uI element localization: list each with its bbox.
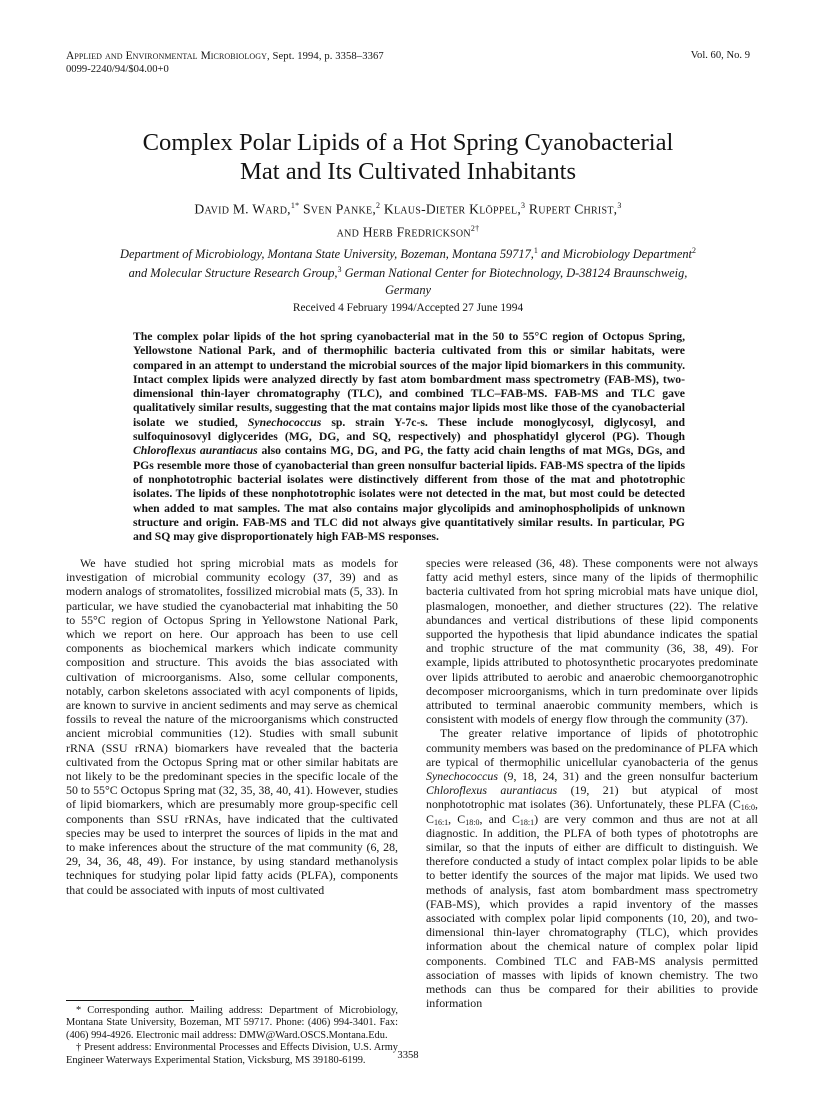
abstract-text: The complex polar lipids of the hot spring cyanobacterial mat in the 50 to 55°C region of Octopus Spring, Yellowstone National Park, and of thermophilic bacteria cultivated from this or similar habitats, were compared in an attempt to understand the microbial sources of the major lipid biomarkers in this community. Intact complex lipids were analyzed directly by fast atom bombardment mass spectrometry (FAB-MS), two-dimensional thin-layer chromatography (TLC), and combined TLC–FAB-MS. FAB-MS and TLC gave qualitatively similar results, suggesting that the mat contains major lipids most like those of the cyanobacterial isolate we studied, [133,330,685,429]
abstract-italic: Synechococcus [247,415,322,429]
body-italic: Chloroflexus aurantiacus [426,783,558,798]
journal-volume: Vol. 60, No. 9 [690,50,750,61]
page-number: 3358 [397,1050,419,1061]
affiliation-sup: 3 [337,265,342,275]
affiliation-sup: 1 [533,246,538,255]
affiliation-sup: 2 [691,246,696,255]
affiliations [110,243,706,298]
author-sup: 1* [290,201,300,210]
body-column-left [66,556,398,897]
body-text: (19, 21) but atypical of most nonphototrophic mat isolates (36). Unfortunately, these PLFA (C [426,783,758,812]
author-list [60,196,756,241]
author-sup: 3 [617,201,622,210]
journal-name: Applied and Environmental Microbiology [66,50,268,62]
body-subscript: 16:0 [740,803,756,813]
footnote-corresponding: * Corresponding author. Mailing address: Department of Microbiology, Montana State University, Bozeman, MT 59717. Phone: (406) 994-3401. Fax: (406) 994-4926. Electronic mail address: DMW@Ward.OSCS.Montana.Edu. [66,1005,398,1041]
body-text: The greater relative importance of lipids of phototrophic community members was based on the predominance of PLFA which are typical of thermophilic unicellular cyanobacteria of the genus [426,726,758,769]
body-text: ) are very common and thus are not at all diagnostic. In addition, the PLFA of both types of phototrophs are similar, so that the inputs of either are difficult to distinguish. We therefore conducted a study of intact complex polar lipids to be able to better identify the sources of the major mat lipids. We used two methods of analysis, fast atom bombardment mass spectrometry (FAB-MS), which provides a rapid inventory of the masses associated with complex polar lipid components (10, 20), and two-dimensional thin-layer chromatography (TLC), which provides information about the chemical nature of complex polar lipid components. Combined TLC and FAB-MS analysis permitted association of masses with lipids of known chemistry. The two methods can thus be compared for their abilities to provide information [426,811,758,1011]
author-sup: 3 [521,201,526,210]
title-line-2: Mat and Its Cultivated Inhabitants [239,158,577,185]
abstract [133,330,685,544]
author-christ: Rupert Christ, [525,201,618,217]
body-paragraph: species were released (36, 48). These components were not always fatty acid methyl esters, since many of the lipids of thermophilic bacteria cultivated from hot spring microbial mats have unique diol, plasmalogen, monoether, and diether structures (22). The relative abundances and vertical distributions of these lipid components supported the hypothesis that lipid abundance indicates the spatial and trophic structure of the mat community (36, 38, 49). For example, lipids attributed to photosynthetic procaryotes predominate over lipids attributed to aerobic and anaerobic chemoorganotrophic decomposer microorganisms, which in turn predominate over lipids attributed to terminal anaerobic community members, which is consistent with models of energy flow through the community (37). [426,556,758,727]
body-subscript: 16:1 [433,817,449,827]
body-text: , C [448,811,466,826]
body-subscript: 18:1 [519,817,535,827]
footnote-present-address: † Present address: Environmental Processes and Effects Division, U.S. Army Engineer Waterways Experimental Station, Vicksburg, MS 39180-6199. [66,1042,398,1066]
journal-issn: 0099-2240/94/$04.00+0 [66,64,169,75]
body-text: (9, 18, 24, 31) and the green nonsulfur bacterium [497,769,758,784]
author-ward: David M. Ward, [194,201,291,217]
body-subscript: 18:0 [465,817,480,827]
author-fredrickson: Herb Fredrickson [359,224,471,240]
author-conjunction: and [336,224,360,240]
affiliation-text: and Microbiology Department [537,247,692,262]
author-kloppel: Klaus-Dieter Klöppel, [380,201,522,217]
affiliation-text: German National Center for Biotechnology, D-38124 Braunschweig, Germany [341,266,688,297]
body-italic: Synechococcus [426,769,498,784]
author-sup: 2 [375,201,381,210]
affiliation-text: Department of Microbiology, Montana State University, Bozeman, Montana 59717, [120,247,534,262]
received-dates: Received 4 February 1994/Accepted 27 June 1994 [292,302,524,314]
body-text: , and C [479,811,520,826]
author-panke: Sven Panke, [299,201,376,217]
article-title [60,128,756,186]
body-text: , C [426,797,758,826]
footnote-divider [66,1000,194,1001]
body-paragraph [426,726,758,1010]
journal-citation [66,50,384,62]
abstract-italic: Chloroflexus aurantiacus [133,444,258,458]
title-line-1: Complex Polar Lipids of a Hot Spring Cyanobacterial [142,129,674,156]
body-paragraph: We have studied hot spring microbial mats as models for investigation of microbial community ecology (37, 39) and as modern analogs of stromatolites, fossilized microbial mats (5, 33). In particular, we have studied the cyanobacterial mat inhabiting the 50 to 55°C region of Octopus Spring in Yellowstone National Park, which we report on here. Our approach has been to use cell components as biochemical markers which indicate community composition and structure. This avoids the bias associated with cultivation of microorganisms. Also, some cellular components, notably, carbon skeletons associated with acyl components of lipids, are known to survive in ancient sediments and may serve as chemical fossils to reveal the nature of the microorganisms which constructed ancient microbial communities (12). Studies with small subunit rRNA (SSU rRNA) biomarkers have revealed that the bacteria cultivated from the Octopus Spring mat or other similar habitats are not likely to be the predominant species in the specific locale of the 50 to 55°C Octopus Spring mat (32, 35, 38, 40, 41). However, studies of lipid biomarkers, which are presumably more group-specific cell components than SSU rRNAs, have indicated that the cultivated species may be used to interpret the sources of lipids in the mat and to make inferences about the structure of the mat community (6, 28, 29, 34, 36, 48, 49). For instance, by using standard methanolysis techniques for studying polar lipid fatty acids (PLFA), components that could be associated with inputs of most cultivated [66,556,398,897]
body-column-right [426,556,758,1011]
abstract-text: also contains MG, DG, and PG, the fatty acid chain lengths of mat MGs, DGs, and PGs resemble more those of cyanobacterial than green nonsulfur bacterial lipids. FAB-MS spectra of the lipids of nonphototrophic bacterial isolates were distinctively different from those of the mat and phototrophic isolates. The lipids of these nonphototrophic isolates were not detected in the mat, but most could be detected when added to mat samples. The mat also contains major glycolipids and aminophospholipids of unknown structure and origin. FAB-MS and TLC did not always give quantitatively similar results. In particular, PG and SQ may give disproportionately high FAB-MS responses. [133,444,685,544]
affiliation-text: and Molecular Structure Research Group, [128,266,338,281]
abstract-text: sp. strain Y-7c-s. These include monoglycosyl, diglycosyl, and sulfoquinosovyl diglycerides (MG, DG, and SQ, respectively) and phosphatidyl glycerol (PG). Though [133,415,686,444]
author-sup: 2† [470,223,480,233]
journal-details: , Sept. 1994, p. 3358–3367 [267,51,384,62]
